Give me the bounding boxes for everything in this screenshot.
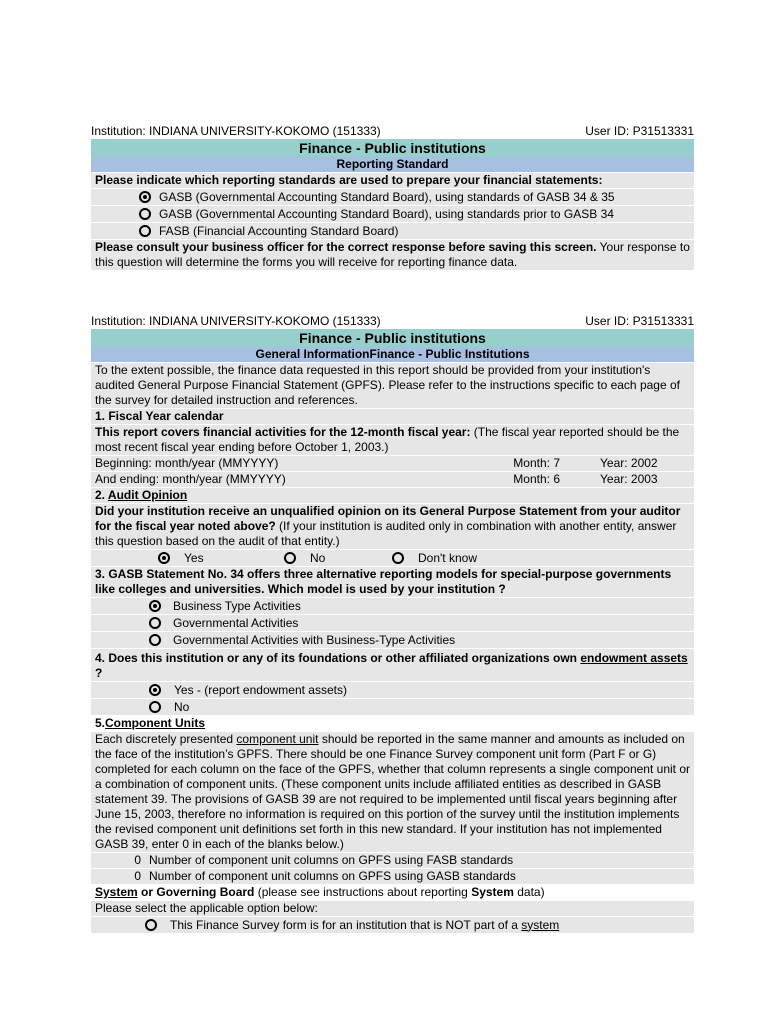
consult-note: Please consult your business officer for the correct response before saving this screen. Your response to this question will determine the forms you will receive for reporting finance data. <box>91 239 694 270</box>
general-information-form <box>91 314 694 933</box>
standard-option-gasb34[interactable]: GASB (Governmental Accounting Standard Board), using standards of GASB 34 & 35 <box>91 188 694 205</box>
intro-text: To the extent possible, the finance data requested in this report should be provided from your institution's audited General Purpose Financial Statement (GPFS). Please refer to the instructions specific to each page of the survey for detailed instruction and references. <box>91 362 694 408</box>
form-subtitle: General InformationFinance - Public Institutions <box>91 347 694 362</box>
endowment-option-yes[interactable]: Yes - (report endowment assets) <box>91 681 694 698</box>
radio-icon[interactable] <box>139 225 151 237</box>
system-heading: System or Governing Board (please see instructions about reporting System data) <box>91 884 694 900</box>
component-unit-link[interactable]: component unit <box>236 732 319 746</box>
q5-heading: 5.Component Units <box>91 715 694 731</box>
system-option-not-part[interactable]: This Finance Survey form is for an institution that is NOT part of a system <box>91 916 694 933</box>
radio-selected-icon[interactable] <box>149 684 161 696</box>
begin-month[interactable]: Month: 7 <box>513 456 560 470</box>
endowment-option-no[interactable]: No <box>91 698 694 715</box>
radio-icon[interactable] <box>149 634 161 646</box>
standard-option-gasb-prior[interactable]: GASB (Governmental Accounting Standard Board), using standards prior to GASB 34 <box>91 205 694 222</box>
question-text: Please indicate which reporting standards are used to prepare your financial statements: <box>91 172 694 188</box>
system-select-text: Please select the applicable option below: <box>91 900 694 916</box>
radio-selected-icon[interactable] <box>139 191 151 203</box>
standard-option-fasb[interactable]: FASB (Financial Accounting Standard Board) <box>91 222 694 239</box>
fiscal-end-row: And ending: month/year (MMYYYY) Month: 6 Year: 2003 <box>91 471 694 487</box>
dont-know-radio-icon[interactable] <box>392 552 404 564</box>
begin-year[interactable]: Year: 2002 <box>600 456 658 470</box>
component-units-link[interactable]: Component Units <box>105 716 206 730</box>
audit-opinion-link[interactable]: Audit Opinion <box>107 488 188 502</box>
radio-icon[interactable] <box>149 617 161 629</box>
endowment-assets-link[interactable]: endowment assets <box>580 651 688 665</box>
audit-options-row: Yes No Don't know <box>91 549 694 566</box>
radio-icon[interactable] <box>149 701 161 713</box>
user-id: User ID: P31513331 <box>585 124 694 138</box>
fiscal-begin-row: Beginning: month/year (MMYYYY) Month: 7 Year: 2002 <box>91 455 694 471</box>
fasb-component-count[interactable]: 0 <box>134 853 141 867</box>
yes-radio-icon[interactable] <box>158 552 170 564</box>
end-month[interactable]: Month: 6 <box>513 472 560 486</box>
radio-icon[interactable] <box>139 208 151 220</box>
gasb-component-count[interactable]: 0 <box>134 869 141 883</box>
q1-text: This report covers financial activities for the 12-month fiscal year: (The fiscal year reported should be the most recent fiscal year ending before October 1, 2003.) <box>91 424 694 455</box>
institution-header <box>91 124 694 139</box>
radio-icon[interactable] <box>145 919 157 931</box>
q2-heading: 2. Audit Opinion <box>91 487 694 503</box>
q4-text: 4. Does this institution or any of its foundations or other affiliated organizations own endowment assets ? <box>91 648 694 681</box>
q5-text: Each discretely presented component unit should be reported in the same manner and amounts as included on the face of the institution’s GPFS. There should be one Finance Survey component unit form (Part F or G) completed for each column on the face of the GPFS, whether that column represents a single component unit or a combination of component units. (These component units include affiliated entities as described in GASB statement 39. The provisions of GASB 39 are not required to be implemented until fiscal years beginning after June 15, 2003, therefore no information is required on this portion of the survey until the institution implements the revised component unit definitions set forth in this new standard. If your institution has not implemented GASB 39, enter 0 in each of the blanks below.) <box>91 731 694 852</box>
form-title: Finance - Public institutions <box>91 139 694 157</box>
q1-heading: 1. Fiscal Year calendar <box>91 408 694 424</box>
radio-selected-icon[interactable] <box>149 600 161 612</box>
model-option-business[interactable]: Business Type Activities <box>91 597 694 614</box>
institution-header <box>91 314 694 329</box>
gasb-component-row: 0 Number of component unit columns on GPFS using GASB standards <box>91 868 694 884</box>
end-year[interactable]: Year: 2003 <box>600 472 658 486</box>
fasb-component-row: 0 Number of component unit columns on GPFS using FASB standards <box>91 852 694 868</box>
institution-name: Institution: INDIANA UNIVERSITY-KOKOMO (151333) <box>91 124 381 138</box>
reporting-standard-form <box>91 124 694 270</box>
model-option-governmental-business[interactable]: Governmental Activities with Business-Type Activities <box>91 631 694 648</box>
system-option-link[interactable]: system <box>521 917 560 932</box>
user-id: User ID: P31513331 <box>585 314 694 328</box>
q3-text: 3. GASB Statement No. 34 offers three alternative reporting models for special-purpose governments like colleges and universities. Which model is used by your institution ? <box>91 566 694 597</box>
form-subtitle: Reporting Standard <box>91 157 694 172</box>
form-title: Finance - Public institutions <box>91 329 694 347</box>
model-option-governmental[interactable]: Governmental Activities <box>91 614 694 631</box>
institution-name: Institution: INDIANA UNIVERSITY-KOKOMO (151333) <box>91 314 381 328</box>
system-link[interactable]: System <box>95 885 138 899</box>
no-radio-icon[interactable] <box>284 552 296 564</box>
q2-text: Did your institution receive an unqualified opinion on its General Purpose Statement from your auditor for the fiscal year noted above? (If your institution is audited only in combination with another entity, answer this question based on the audit of that entity.) <box>91 503 694 549</box>
